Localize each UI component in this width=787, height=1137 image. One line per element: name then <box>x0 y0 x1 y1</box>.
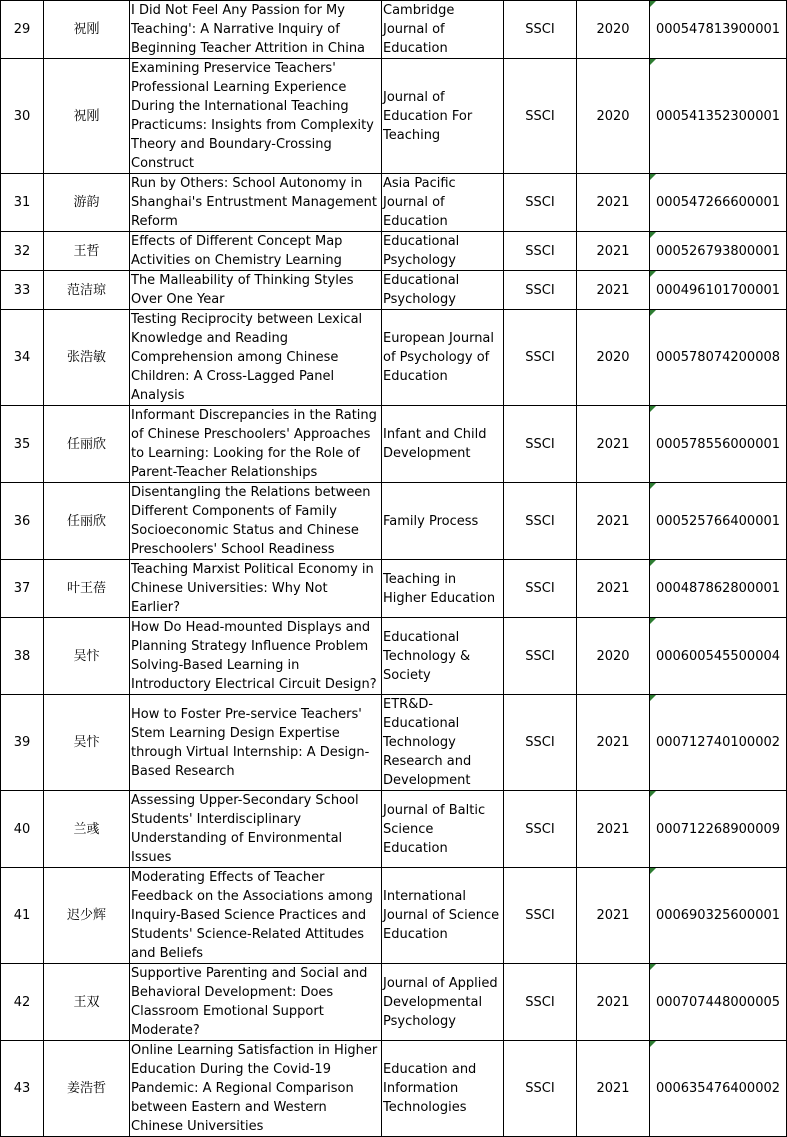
title-cell[interactable]: Online Learning Satisfaction in Higher Education During the Covid-19 Pandemic: A Regional Comparison between Eastern and Western Chinese Universities <box>130 1041 382 1137</box>
table-row <box>1 791 787 868</box>
author-cell[interactable]: 吴忭 <box>44 618 130 695</box>
author-cell[interactable]: 王哲 <box>44 232 130 271</box>
journal-cell[interactable]: Educational Psychology <box>382 271 504 310</box>
year-cell[interactable]: 2020 <box>577 618 650 695</box>
title-cell[interactable]: Assessing Upper-Secondary School Students' Interdisciplinary Understanding of Environmental Issues <box>130 791 382 868</box>
title-cell[interactable]: Informant Discrepancies in the Rating of Chinese Preschoolers' Approaches to Learning: Looking for the Role of Parent-Teacher Relationships <box>130 406 382 483</box>
row-number[interactable]: 42 <box>1 964 44 1041</box>
wos-id-cell[interactable]: 000526793800001 <box>650 232 787 271</box>
year-cell[interactable]: 2020 <box>577 1 650 59</box>
year-cell[interactable]: 2021 <box>577 695 650 791</box>
title-cell[interactable]: Effects of Different Concept Map Activities on Chemistry Learning <box>130 232 382 271</box>
year-cell[interactable]: 2020 <box>577 310 650 406</box>
year-cell[interactable]: 2021 <box>577 174 650 232</box>
row-number[interactable]: 35 <box>1 406 44 483</box>
index-cell[interactable]: SSCI <box>504 618 577 695</box>
wos-id-cell[interactable]: 000578556000001 <box>650 406 787 483</box>
journal-cell[interactable]: Infant and Child Development <box>382 406 504 483</box>
row-number[interactable]: 29 <box>1 1 44 59</box>
title-cell[interactable]: How to Foster Pre-service Teachers' Stem Learning Design Expertise through Virtual Internship: A Design-Based Research <box>130 695 382 791</box>
row-number[interactable]: 38 <box>1 618 44 695</box>
year-cell[interactable]: 2021 <box>577 791 650 868</box>
wos-id-cell[interactable]: 000525766400001 <box>650 483 787 560</box>
author-cell[interactable]: 任丽欣 <box>44 483 130 560</box>
index-cell[interactable]: SSCI <box>504 59 577 174</box>
year-cell[interactable]: 2020 <box>577 59 650 174</box>
index-cell[interactable]: SSCI <box>504 310 577 406</box>
author-cell[interactable]: 兰彧 <box>44 791 130 868</box>
year-cell[interactable]: 2021 <box>577 1041 650 1137</box>
wos-id-cell[interactable]: 000635476400002 <box>650 1041 787 1137</box>
journal-cell[interactable]: Journal of Education For Teaching <box>382 59 504 174</box>
author-cell[interactable]: 王双 <box>44 964 130 1041</box>
row-number[interactable]: 41 <box>1 868 44 964</box>
journal-cell[interactable]: Teaching in Higher Education <box>382 560 504 618</box>
wos-id-cell[interactable]: 000578074200008 <box>650 310 787 406</box>
author-cell[interactable]: 范洁琼 <box>44 271 130 310</box>
table-row <box>1 483 787 560</box>
year-cell[interactable]: 2021 <box>577 560 650 618</box>
table-row <box>1 964 787 1041</box>
author-cell[interactable]: 张浩敏 <box>44 310 130 406</box>
row-number[interactable]: 43 <box>1 1041 44 1137</box>
year-cell[interactable]: 2021 <box>577 483 650 560</box>
author-cell[interactable]: 姜浩哲 <box>44 1041 130 1137</box>
index-cell[interactable]: SSCI <box>504 868 577 964</box>
author-cell[interactable]: 祝刚 <box>44 1 130 59</box>
wos-id-cell[interactable]: 000547813900001 <box>650 1 787 59</box>
row-number[interactable]: 36 <box>1 483 44 560</box>
journal-cell[interactable]: Journal of Applied Developmental Psychology <box>382 964 504 1041</box>
year-cell[interactable]: 2021 <box>577 964 650 1041</box>
title-cell[interactable]: Examining Preservice Teachers' Professional Learning Experience During the International Teaching Practicums: Insights from Complexity Theory and Boundary-Crossing Construct <box>130 59 382 174</box>
journal-cell[interactable]: European Journal of Psychology of Education <box>382 310 504 406</box>
table-row <box>1 560 787 618</box>
index-cell[interactable]: SSCI <box>504 271 577 310</box>
table-row <box>1 59 787 174</box>
year-cell[interactable]: 2021 <box>577 868 650 964</box>
year-cell[interactable]: 2021 <box>577 271 650 310</box>
index-cell[interactable]: SSCI <box>504 964 577 1041</box>
journal-cell[interactable]: Asia Pacific Journal of Education <box>382 174 504 232</box>
journal-cell[interactable]: ETR&D-Educational Technology Research and Development <box>382 695 504 791</box>
title-cell[interactable]: I Did Not Feel Any Passion for My Teaching': A Narrative Inquiry of Beginning Teacher Attrition in China <box>130 1 382 59</box>
table-row <box>1 174 787 232</box>
author-cell[interactable]: 任丽欣 <box>44 406 130 483</box>
title-cell[interactable]: Teaching Marxist Political Economy in Chinese Universities: Why Not Earlier? <box>130 560 382 618</box>
journal-cell[interactable]: Education and Information Technologies <box>382 1041 504 1137</box>
index-cell[interactable]: SSCI <box>504 174 577 232</box>
table-row <box>1 232 787 271</box>
table-row <box>1 271 787 310</box>
index-cell[interactable]: SSCI <box>504 560 577 618</box>
table-row <box>1 310 787 406</box>
wos-id-cell[interactable]: 000487862800001 <box>650 560 787 618</box>
wos-id-cell[interactable]: 000496101700001 <box>650 271 787 310</box>
row-number[interactable]: 32 <box>1 232 44 271</box>
title-cell[interactable]: Testing Reciprocity between Lexical Knowledge and Reading Comprehension among Chinese Children: A Cross-Lagged Panel Analysis <box>130 310 382 406</box>
journal-cell[interactable]: Journal of Baltic Science Education <box>382 791 504 868</box>
wos-id-cell[interactable]: 000690325600001 <box>650 868 787 964</box>
author-cell[interactable]: 祝刚 <box>44 59 130 174</box>
journal-cell[interactable]: Family Process <box>382 483 504 560</box>
title-cell[interactable]: How Do Head-mounted Displays and Planning Strategy Influence Problem Solving-Based Learning in Introductory Electrical Circuit Design? <box>130 618 382 695</box>
index-cell[interactable]: SSCI <box>504 1041 577 1137</box>
wos-id-cell[interactable]: 000547266600001 <box>650 174 787 232</box>
title-cell[interactable]: Supportive Parenting and Social and Behavioral Development: Does Classroom Emotional Support Moderate? <box>130 964 382 1041</box>
index-cell[interactable]: SSCI <box>504 406 577 483</box>
row-number[interactable]: 40 <box>1 791 44 868</box>
row-number[interactable]: 31 <box>1 174 44 232</box>
journal-cell[interactable]: Educational Technology & Society <box>382 618 504 695</box>
table-row <box>1 406 787 483</box>
table-body <box>1 1 787 1137</box>
row-number[interactable]: 34 <box>1 310 44 406</box>
author-cell[interactable]: 叶王蓓 <box>44 560 130 618</box>
index-cell[interactable]: SSCI <box>504 232 577 271</box>
title-cell[interactable]: The Malleability of Thinking Styles Over One Year <box>130 271 382 310</box>
row-number[interactable]: 39 <box>1 695 44 791</box>
index-cell[interactable]: SSCI <box>504 483 577 560</box>
index-cell[interactable]: SSCI <box>504 791 577 868</box>
wos-id-cell[interactable]: 000712268900009 <box>650 791 787 868</box>
wos-id-cell[interactable]: 000600545500004 <box>650 618 787 695</box>
journal-cell[interactable]: Cambridge Journal of Education <box>382 1 504 59</box>
table-row <box>1 868 787 964</box>
title-cell[interactable]: Run by Others: School Autonomy in Shanghai's Entrustment Management Reform <box>130 174 382 232</box>
table-row <box>1 1041 787 1137</box>
row-number[interactable]: 30 <box>1 59 44 174</box>
index-cell[interactable]: SSCI <box>504 695 577 791</box>
year-cell[interactable]: 2021 <box>577 232 650 271</box>
row-number[interactable]: 37 <box>1 560 44 618</box>
author-cell[interactable]: 吴忭 <box>44 695 130 791</box>
year-cell[interactable]: 2021 <box>577 406 650 483</box>
author-cell[interactable]: 迟少辉 <box>44 868 130 964</box>
title-cell[interactable]: Disentangling the Relations between Different Components of Family Socioeconomic Status and Chinese Preschoolers' School Readiness <box>130 483 382 560</box>
row-number[interactable]: 33 <box>1 271 44 310</box>
wos-id-cell[interactable]: 000541352300001 <box>650 59 787 174</box>
title-cell[interactable]: Moderating Effects of Teacher Feedback on the Associations among Inquiry-Based Science Practices and Students' Science-Related Attitudes and Beliefs <box>130 868 382 964</box>
wos-id-cell[interactable]: 000712740100002 <box>650 695 787 791</box>
table-row <box>1 1 787 59</box>
index-cell[interactable]: SSCI <box>504 1 577 59</box>
journal-cell[interactable]: International Journal of Science Education <box>382 868 504 964</box>
table-row <box>1 618 787 695</box>
wos-id-cell[interactable]: 000707448000005 <box>650 964 787 1041</box>
table-row <box>1 695 787 791</box>
author-cell[interactable]: 游韵 <box>44 174 130 232</box>
journal-cell[interactable]: Educational Psychology <box>382 232 504 271</box>
